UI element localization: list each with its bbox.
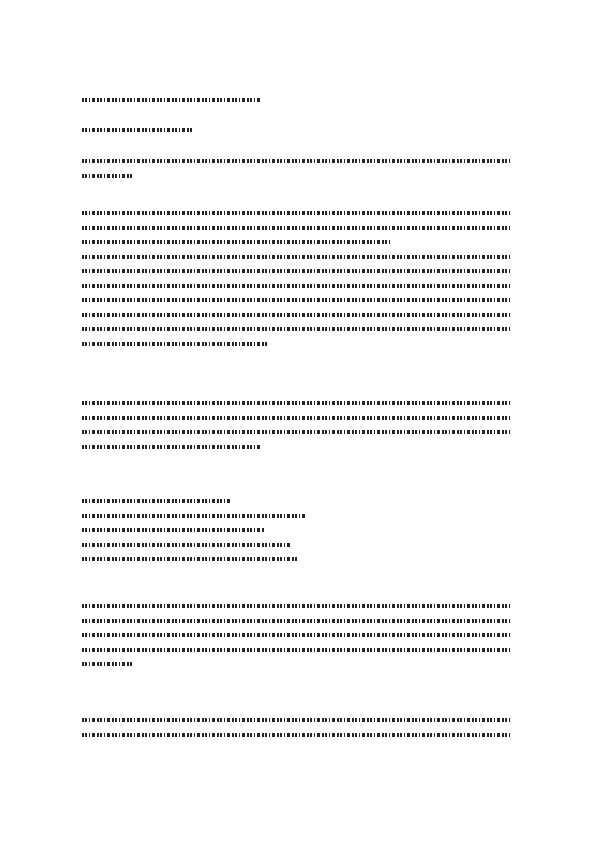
paragraph-text-line — [82, 662, 134, 666]
paragraph-4 — [82, 604, 512, 677]
heading-text-line — [82, 98, 260, 102]
list-item — [82, 514, 307, 518]
paragraph-text-line — [82, 174, 134, 178]
paragraph-text-line — [82, 240, 392, 244]
paragraph-text-line — [82, 313, 512, 317]
list-intro-line — [82, 499, 232, 503]
paragraph-text-line — [82, 211, 512, 215]
paragraph-2 — [82, 211, 512, 356]
paragraph-text-line — [82, 416, 512, 420]
subheading-text-line — [82, 128, 192, 132]
list-item — [82, 557, 297, 561]
paragraph-text-line — [82, 604, 512, 608]
paragraph-text-line — [82, 269, 512, 273]
paragraph-text-line — [82, 648, 512, 652]
paragraph-3 — [82, 401, 512, 459]
paragraph-text-line — [82, 718, 512, 722]
document-subheading — [82, 128, 202, 143]
document-heading — [82, 98, 262, 113]
paragraph-text-line — [82, 445, 262, 449]
paragraph-5 — [82, 718, 512, 747]
paragraph-text-line — [82, 342, 267, 346]
paragraph-text-line — [82, 619, 512, 623]
list-item — [82, 543, 292, 547]
list-block — [82, 499, 342, 572]
paragraph-text-line — [82, 284, 512, 288]
paragraph-text-line — [82, 633, 512, 637]
paragraph-text-line — [82, 255, 512, 259]
paragraph-text-line — [82, 159, 512, 163]
paragraph-text-line — [82, 430, 512, 434]
paragraph-text-line — [82, 226, 512, 230]
paragraph-text-line — [82, 733, 512, 737]
paragraph-text-line — [82, 401, 512, 405]
paragraph-text-line — [82, 327, 512, 331]
paragraph-text-line — [82, 298, 512, 302]
paragraph-1 — [82, 159, 512, 188]
list-item — [82, 528, 264, 532]
